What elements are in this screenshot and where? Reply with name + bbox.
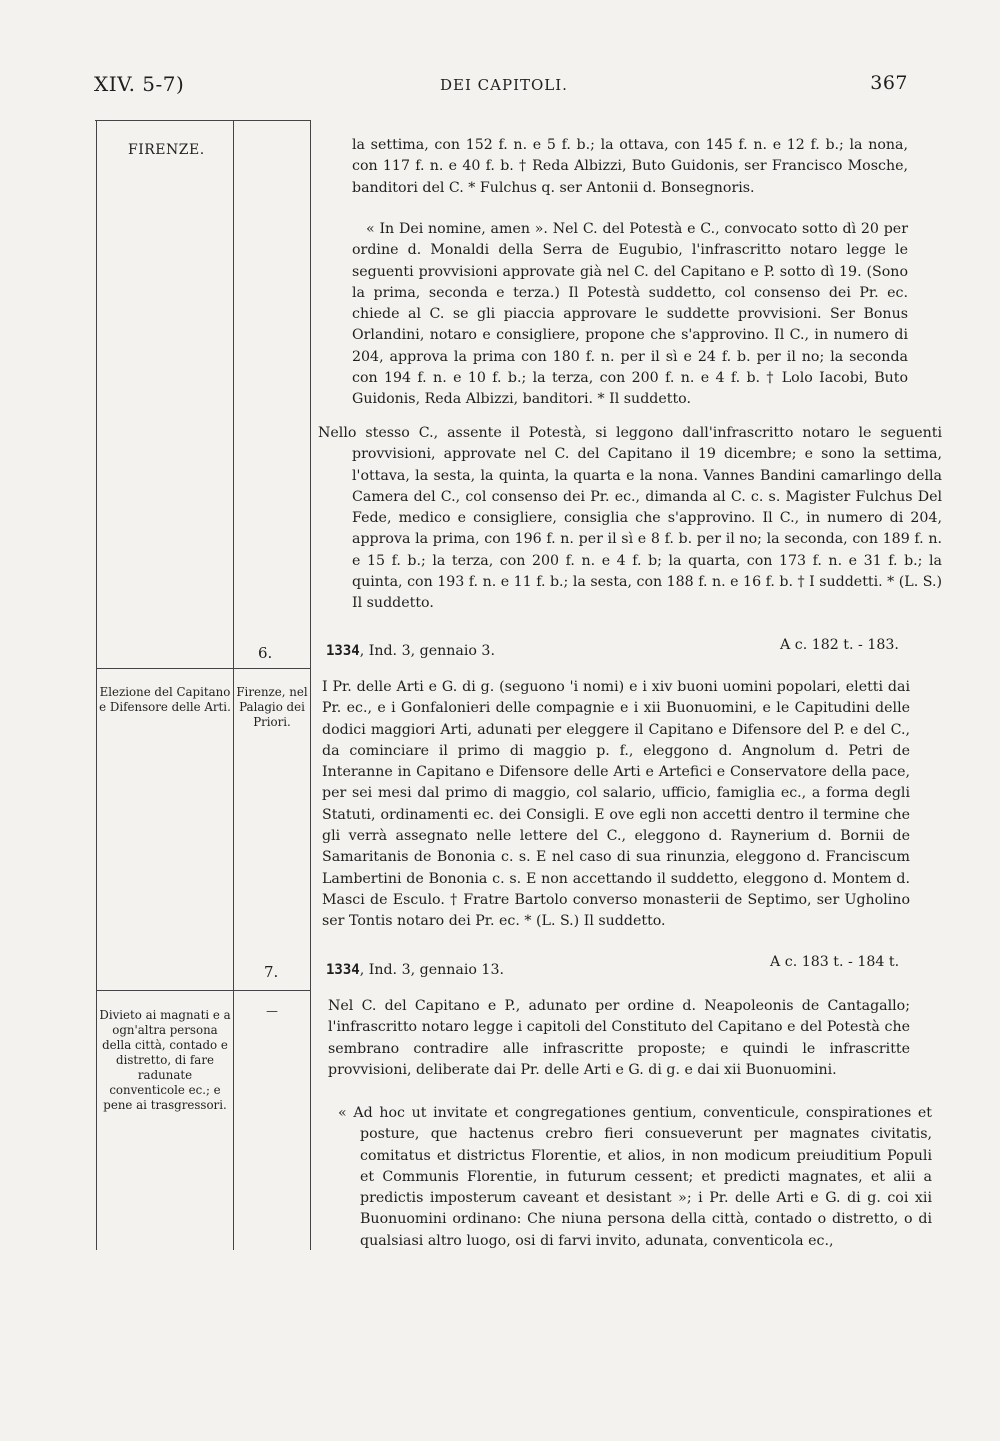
entry6-date-rest: , Ind. 3, gennaio 3. (359, 643, 495, 659)
paragraph-2: « In Dei nomine, amen ». Nel C. del Potestà e C., convocato sotto dì 20 per ordine d. Monaldi della Serra de Eugubio, l'infrascritto notaro legge le seguenti provvisioni approvate già nel C. del Capitano e P. sotto dì 19. (Sono la prima, seconda e terza.) Il Potestà suddetto, col consenso dei Pr. ec. chiede al C. se gli piaccia approvare le suddette provvisioni. Ser Bonus Orlandini, notaro e consigliere, propone che s'approvino. Il C., in numero di 204, approva la prima con 180 f. n. per il sì e 24 f. b. per il no; la seconda con 194 f. n. e 10 f. b.; la terza, con 200 f. n. e 4 f. b. † Lolo Iacobi, Buto Guidonis, Reda Albizzi, banditori. * Il suddetto. (352, 221, 908, 408)
entry6-date (326, 643, 495, 659)
entry7-year: 1334 (326, 962, 360, 978)
entry7-number: 7. (264, 963, 279, 981)
entry6-location: Firenze, nel Palagio dei Priori. (236, 685, 308, 729)
entry7-date (326, 962, 504, 978)
entry6-archive-ref: A c. 182 t. - 183. (780, 637, 899, 653)
paragraph-4: I Pr. delle Arti e G. di g. (seguono 'i nomi) e i xiv buoni uomini popolari, eletti dai Pr. ec., e i Gonfalonieri delle compagnie e i xii Buonuomini, e le Capitudini delle dodici maggiori Arti, adunati per eleggere il Capitano e Difensore del P. e del C., da cominciare il primo di maggio p. f., eleggono d. Angnolum d. Petri de Interanne in Capitano e Difensore delle Arti e Artefici e Conservatore della pace, per sei mesi dal primo di maggio, col salario, ufficio, famiglia ec., a forma degli Statuti, ordinamenti ec. dei Consigli. E ove egli non accetti dentro il termine che gli verrà assegnato nelle lettere del C., eleggono d. Raynerium d. Bornii de Samaritanis de Bononia c. s. E nel caso di sua rinunzia, eleggono d. Franciscum Lambertini de Bononia c. s. E non accettando il suddetto, eleggono d. Montem d. Masci de Esculo. † Fratre Bartolo converso monasterii de Septimo, ser Ugholino ser Tontis notaro dei Pr. ec. * (L. S.) Il suddetto. (322, 679, 910, 930)
margin-rule-right (310, 120, 311, 1250)
entry7-date-rest: , Ind. 3, gennaio 13. (359, 962, 504, 978)
entry7-subject: Divieto ai magnati e a ogn'altra persona della città, contado e distretto, di fare radunate conventicole ec.; e pene ai trasgressori. (99, 1008, 231, 1112)
margin-rule-left (96, 120, 97, 1250)
entry7-archive-ref: A c. 183 t. - 184 t. (770, 954, 900, 970)
entry6-subject: Elezione del Capitano e Difensore delle Arti. (99, 685, 231, 714)
entry6-year: 1334 (326, 643, 360, 659)
header-rule (95, 120, 311, 121)
page-number: 367 (870, 72, 908, 94)
running-head-title: DEI CAPITOLI. (440, 76, 568, 94)
paragraph-3: Nello stesso C., assente il Potestà, si leggono dall'infrascritto notaro le seguenti provvisioni, approvate nel C. del Capitano il 19 dicembre; e sono la settima, l'ottava, la sesta, la quinta, la quarta e la nona. Vannes Bandini camarlingo della Camera del C., col consenso dei Pr. ec., dimanda al C. c. s. Magister Fulchus Del Fede, medico e consigliere, consiglia che s'approvino. Il C., in numero di 204, approva la prima, con 196 f. n. per il sì e 8 f. b. per il no; la seconda, con 189 f. n. e 15 f. b.; la terza, con 200 f. n. e 4 f. b; la quarta, con 173 f. n. e 31 f. b.; la quinta, con 193 f. n. e 11 f. b.; la sesta, con 188 f. n. e 16 f. b. † I suddetti. * (L. S.) Il suddetto. (318, 425, 942, 612)
entry6-rule (96, 668, 311, 669)
entry6-number: 6. (258, 644, 273, 662)
running-head-left: XIV. 5-7) (94, 72, 185, 96)
margin-place: FIRENZE. (128, 142, 205, 158)
entry7-rule (96, 990, 311, 991)
entry7-location: — (266, 1004, 278, 1018)
paragraph-1: la settima, con 152 f. n. e 5 f. b.; la ottava, con 145 f. n. e 12 f. b.; la nona, con 117 f. n. e 40 f. b. † Reda Albizzi, Buto Guidonis, ser Francisco Mosche, banditori del C. * Fulchus q. ser Antonii d. Bonsegnoris. (352, 137, 908, 196)
margin-rule-middle (233, 120, 234, 1250)
paragraph-6: « Ad hoc ut invitate et congregationes gentium, conventicule, conspirationes et posture, que hactenus crebro fieri consueverunt per magnates civitatis, comitatus et districtus Florentie, et alios, in non modicum preiuditium Populi et Communis Florentie, in futurum cessent; et predicti magnates, et alii a predictis imposterum caveant et desistant »; i Pr. delle Arti e G. di g. coi xii Buonuomini ordinano: Che niuna persona della città, contado o distretto, o di qualsiasi altro luogo, osi di farvi invito, adunata, conventicola ec., (338, 1105, 932, 1249)
paragraph-5: Nel C. del Capitano e P., adunato per ordine d. Neapoleonis de Cantagallo; l'infrascritto notaro legge i capitoli del Constituto del Capitano e del Potestà che sembrano contradire alle infrascritte proposte; e quindi le infrascritte provvisioni, deliberate dai Pr. delle Arti e G. di g. e dai xii Buonuomini. (328, 998, 910, 1078)
